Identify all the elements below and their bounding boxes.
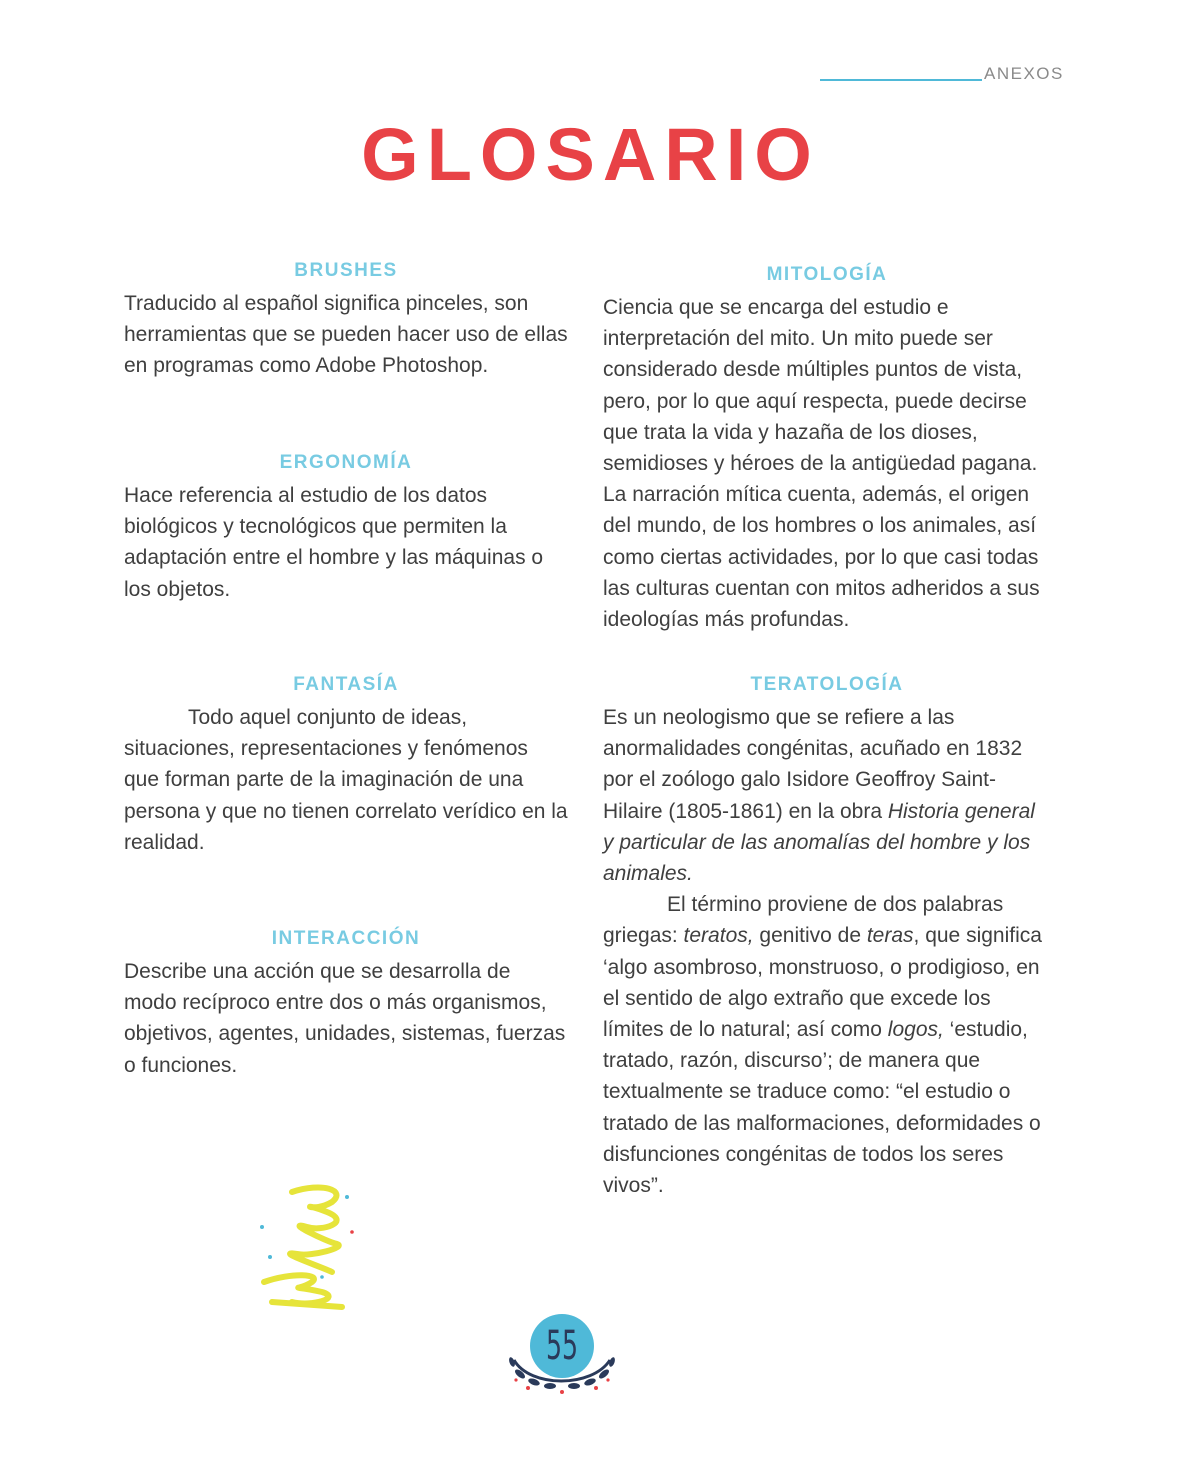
section-tag: [820, 62, 1064, 86]
section-rule: [820, 79, 982, 81]
definition-text: Es un neologismo que se refiere a las anormalidades congénitas, acuñado en 1832 por el zoólogo galo Isidore Geoffroy Saint-Hilaire (1805-1861) en la obra: [603, 706, 1023, 823]
greek-term: teras: [866, 924, 914, 948]
greek-term: teratos,: [683, 924, 754, 948]
glossary-entry-brushes: [124, 258, 568, 382]
entry-term: TERATOLOGÍA: [750, 674, 904, 695]
definition-text: El término proviene de dos palabras griegas:: [603, 893, 1004, 948]
entry-definition: Hace referencia al estudio de los datos biológicos y tecnológicos que permiten la adaptación entre el hombre y las máquinas o los objetos.: [124, 484, 544, 601]
entry-term: BRUSHES: [294, 260, 398, 281]
entry-definition: Todo aquel conjunto de ideas, situaciones, representaciones y fenómenos que forman parte de la imaginación de una persona y que no tienen correlato verídico en la realidad.: [124, 706, 568, 854]
entry-definition: Describe una acción que se desarrolla de modo recíproco entre dos o más organismos, objetivos, agentes, unidades, sistemas, fuerzas o funciones.: [124, 960, 566, 1077]
page-number: 55: [545, 1323, 579, 1369]
entry-term: INTERACCIÓN: [271, 928, 421, 949]
entry-term: MITOLOGÍA: [766, 264, 888, 285]
entry-definition: Ciencia que se encarga del estudio e interpretación del mito. Un mito puede ser considerado desde múltiples puntos de vista, pero, por lo que aquí respecta, puede decirse que trata la vida y hazaña de los dioses, semidioses y héroes de la antigüedad pagana. La narración mítica cuenta, además, el origen del mundo, de los hombres o los animales, así como ciertas actividades, por lo que casi todas las culturas cuentan con mitos adheridos a sus ideologías más profundas.: [603, 296, 1040, 632]
entry-definition-p2: [603, 889, 1051, 1201]
entry-definition-p1: [603, 702, 1051, 889]
yellow-scribble-doodle: [252, 1172, 372, 1322]
entry-definition: Traducido al español significa pinceles, son herramientas que se pueden hacer uso de ellas en programas como Adobe Photoshop.: [124, 292, 568, 378]
section-label: ANEXOS: [984, 64, 1064, 83]
definition-text: ‘estudio, tratado, razón, discurso’; de manera que textualmente se traduce como: “el estudio o tratado de las malformaciones, deformidades o disfunciones congénitas de todos los seres vivos”.: [603, 1018, 1041, 1198]
definition-text: , que significa ‘algo asombroso, monstruoso, o prodigioso, en el sentido de algo extraño que excede los límites de lo natural; así como: [603, 924, 1042, 1042]
greek-term: logos,: [887, 1018, 944, 1042]
glossary-entry-ergonomia: [124, 450, 568, 605]
glossary-entry-mitologia: [603, 262, 1051, 635]
page-number-badge: [500, 1310, 624, 1410]
page-title: GLOSARIO: [361, 113, 820, 196]
glossary-entry-teratologia: [603, 672, 1051, 1201]
entry-term: FANTASÍA: [293, 674, 399, 695]
glossary-entry-fantasia: [124, 672, 568, 858]
work-title: Historia general y particular de las anomalías del hombre y los animales.: [603, 799, 1035, 886]
definition-text: genitivo de: [753, 924, 867, 948]
glossary-entry-interaccion: [124, 926, 568, 1081]
entry-term: ERGONOMÍA: [279, 452, 413, 473]
